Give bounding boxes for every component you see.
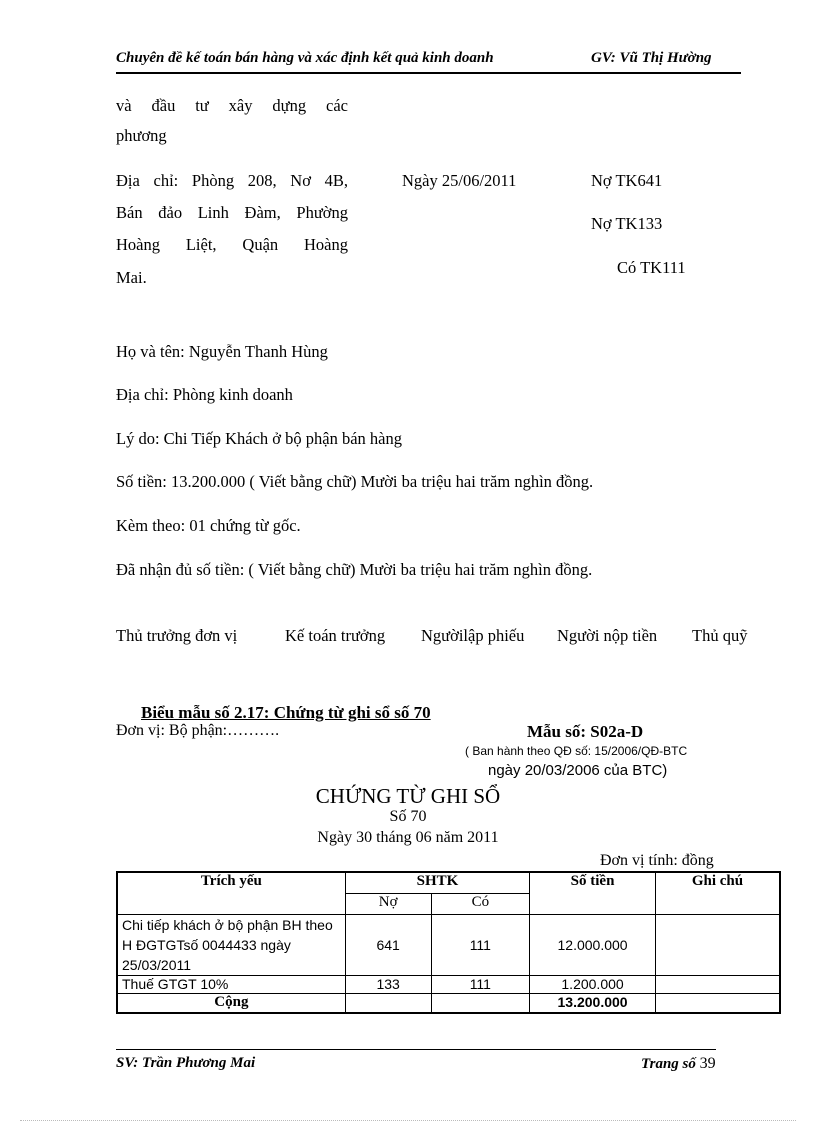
form-decree: ( Ban hành theo QĐ số: 15/2006/QĐ-BTC [465,744,688,758]
payee-name: Họ và tên: Nguyễn Thanh Hùng [116,342,328,361]
payee-address: Địa chỉ: Phòng kinh doanh [116,385,293,404]
form-unit: Đơn vị: Bộ phận:………. [116,722,280,739]
header-rule [116,72,741,74]
signature-preparer: Ngườilập phiếu [421,626,525,645]
footer-student: SV: Trần Phương Mai [116,1055,256,1071]
row-amount: 12.000.000 [530,914,656,975]
header-summary: Trích yếu [117,872,345,914]
total-note-empty [655,993,780,1013]
header-note: Ghi chú [655,872,780,914]
header-teacher: GV: Vũ Thị Hường [591,50,712,66]
form-voucher-number: Số 70 [389,808,427,825]
footer-page-number: 39 [699,1055,716,1072]
page-bottom-border [20,1120,796,1121]
header-shtk: SHTK [345,872,529,893]
signature-director: Thủ trưởng đơn vị [116,626,238,645]
signature-cashier: Thủ quỹ [692,626,748,645]
form-decree-date: ngày 20/03/2006 của BTC) [488,762,668,779]
total-row [117,993,780,1013]
address-line-4: Mai. [116,268,147,287]
address-line-2: Bán đảo Linh Đàm, Phường [116,203,348,222]
total-amount: 13.200.000 [530,993,656,1013]
form-title: CHỨNG TỪ GHI SỔ [315,784,501,808]
form-date: Ngày 30 tháng 06 năm 2011 [317,829,499,846]
currency-unit: Đơn vị tính: đồng [600,852,714,869]
debit-account-133: Nợ TK133 [591,214,663,233]
form-number-code: Mẫu số: S02a-D [527,722,644,741]
row-amount: 1.200.000 [530,975,656,993]
table-row [117,914,780,975]
company-line-1: và đầu tư xây dựng các [116,96,348,115]
received-amount: Đã nhận đủ số tiền: ( Viết bằng chữ) Mười ba triệu hai trăm nghìn đồng. [116,560,593,579]
footer-page-label: Trang số [641,1056,696,1072]
row-credit: 111 [431,914,530,975]
header-credit: Có [431,893,530,914]
row-summary: Chi tiếp khách ở bộ phận BH theo H ĐGTGTsố 0044433 ngày 25/03/2011 [117,914,345,975]
address-line-3: Hoàng Liệt, Quận Hoàng [116,235,348,254]
table-row [117,975,780,993]
row-summary: Thuế GTGT 10% [117,975,345,993]
signature-chief-accountant: Kế toán trưởng [285,626,386,645]
header-debit: Nợ [345,893,431,914]
signature-payer: Người nộp tiền [557,626,658,645]
total-label: Cộng [117,993,345,1013]
header-amount: Số tiền [530,872,656,914]
credit-account-111: Có TK111 [617,258,686,277]
attached-documents: Kèm theo: 01 chứng từ gốc. [116,516,301,535]
total-debit-empty [345,993,431,1013]
row-note [655,914,780,975]
address-line-1: Địa chỉ: Phòng 208, Nơ 4B, [116,171,348,190]
form-caption: Biểu mẫu số 2.17: Chứng từ ghi sổ số 70 [141,703,431,722]
row-note [655,975,780,993]
row-debit: 641 [345,914,431,975]
footer-page [641,1055,716,1073]
total-credit-empty [431,993,530,1013]
payment-amount: Số tiền: 13.200.000 ( Viết bằng chữ) Mười ba triệu hai trăm nghìn đồng. [116,472,594,491]
footer-rule [116,1049,716,1050]
debit-account-641: Nợ TK641 [591,171,663,190]
receipt-date: Ngày 25/06/2011 [402,171,517,190]
company-line-2: phương [116,126,167,145]
row-debit: 133 [345,975,431,993]
row-credit: 111 [431,975,530,993]
voucher-table [116,871,781,1014]
payment-reason: Lý do: Chi Tiếp Khách ở bộ phận bán hàng [116,429,402,448]
header-course-title: Chuyên đề kế toán bán hàng và xác định kết quả kinh doanh [116,50,494,66]
